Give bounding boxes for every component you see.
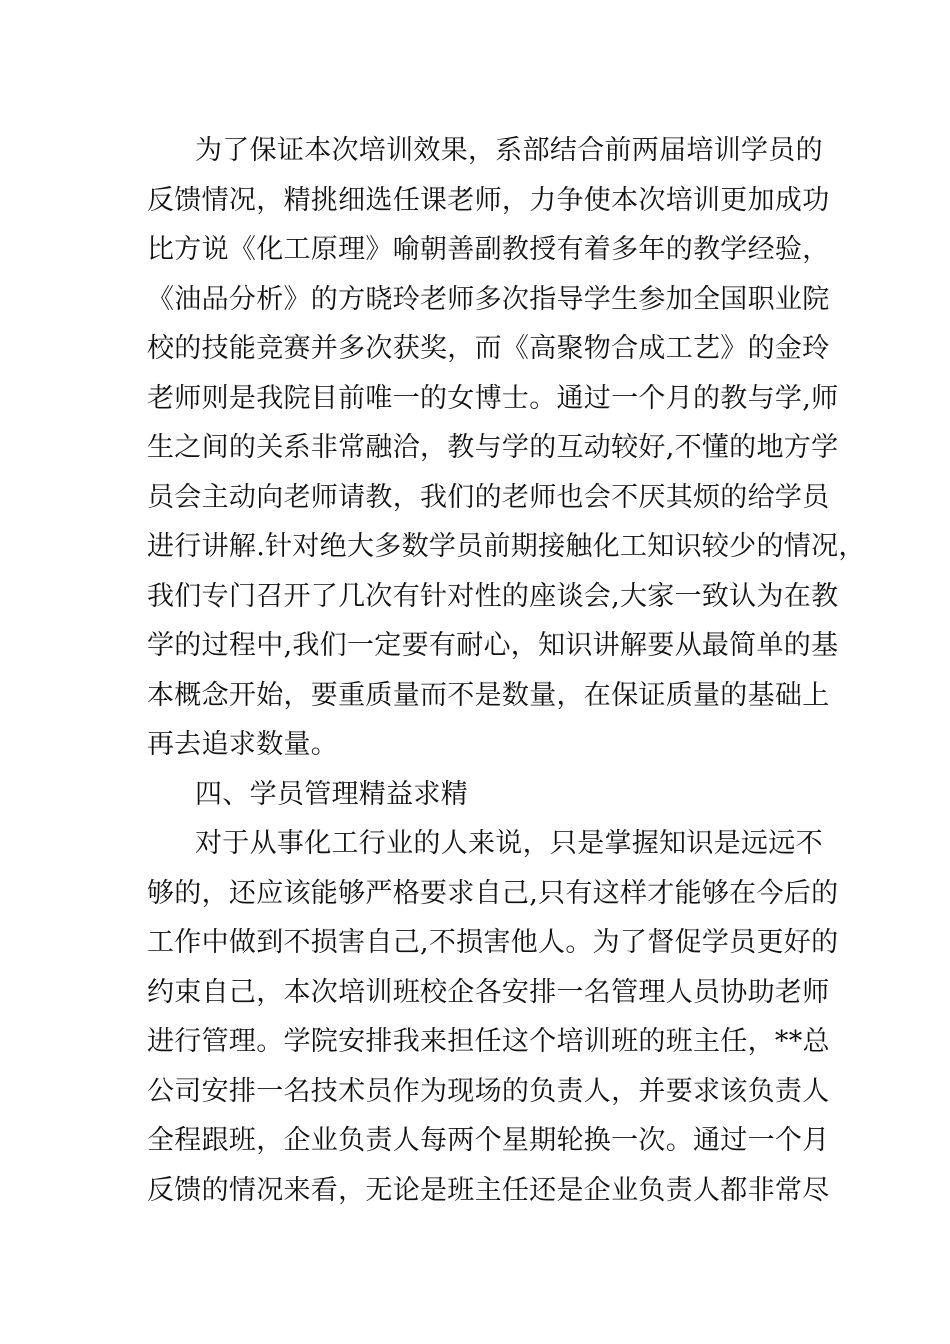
paragraph-line: 我们专门召开了几次有针对性的座谈会,大家一致认为在教: [147, 581, 839, 612]
paragraph-line: 本概念开始，要重质量而不是数量，在保证质量的基础上: [147, 680, 830, 711]
paragraph-line: 进行讲解.针对绝大多数学员前期接触化工知识较少的情况，: [147, 531, 866, 562]
paragraph-line: 生之间的关系非常融洽，教与学的互动较好,不懂的地方学: [147, 432, 839, 463]
paragraph-line: 反馈情况，精挑细选任课老师，力争使本次培训更加成功: [147, 185, 830, 216]
paragraph-line: 公司安排一名技术员作为现场的负责人，并要求该负责人: [147, 1076, 830, 1107]
paragraph-line: 学的过程中,我们一定要有耐心，知识讲解要从最简单的基: [147, 630, 839, 661]
paragraph-line: 《油品分析》的方晓玲老师多次指导学生参加全国职业院: [147, 284, 830, 315]
paragraph-line: 工作中做到不损害自己,不损害他人。为了督促学员更好的: [147, 927, 839, 958]
paragraph-line: 校的技能竞赛并多次获奖，而《高聚物合成工艺》的金玲: [147, 333, 830, 364]
paragraph-line: 员会主动向老师请教，我们的老师也会不厌其烦的给学员: [147, 482, 830, 513]
paragraph-line: 老师则是我院目前唯一的女博士。通过一个月的教与学,师: [147, 383, 839, 414]
paragraph-line: 再去追求数量。: [147, 729, 339, 760]
paragraph-line: 约束自己，本次培训班校企各安排一名管理人员协助老师: [147, 977, 830, 1008]
paragraph-line: 反馈的情况来看，无论是班主任还是企业负责人都非常尽: [147, 1175, 830, 1206]
paragraph-line: 为了保证本次培训效果，系部结合前两届培训学员的: [195, 135, 823, 166]
paragraph-line: 对于从事化工行业的人来说，只是掌握知识是远远不: [195, 828, 823, 859]
paragraph-line: 比方说《化工原理》喻朝善副教授有着多年的教学经验，: [147, 234, 830, 265]
section-heading: 四、学员管理精益求精: [195, 779, 468, 810]
paragraph-line: 够的，还应该能够严格要求自己,只有这样才能够在今后的: [147, 878, 839, 909]
paragraph-line: 进行管理。学院安排我来担任这个培训班的班主任，**总: [147, 1026, 830, 1057]
paragraph-line: 全程跟班，企业负责人每两个星期轮换一次。通过一个月: [147, 1125, 830, 1156]
